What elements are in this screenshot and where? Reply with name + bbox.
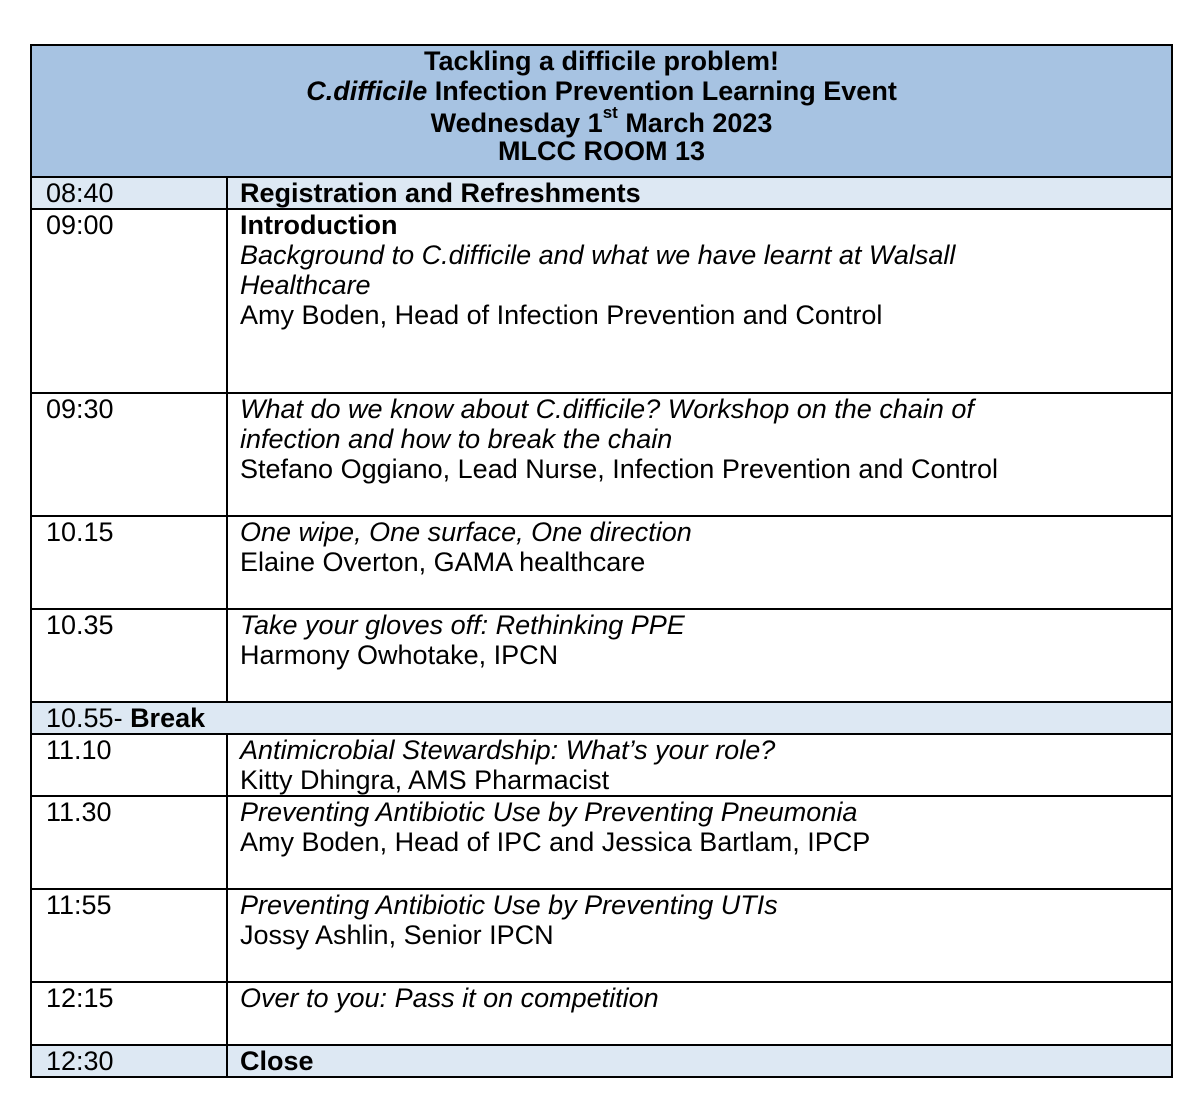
time-text: 12:30 <box>46 1046 114 1076</box>
event-title <box>32 76 1171 106</box>
session-cell <box>227 177 1172 209</box>
time-text: 08:40 <box>46 178 114 208</box>
event-header <box>31 45 1172 177</box>
session-speaker: Jossy Ashlin, Senior IPCN <box>240 920 554 950</box>
session-topic: Preventing Antibiotic Use by Preventing Pneumonia <box>240 797 858 827</box>
session-speaker: Elaine Overton, GAMA healthcare <box>240 547 646 577</box>
event-date-prefix: Wednesday 1 <box>430 108 603 138</box>
agenda-row <box>31 982 1172 1045</box>
session-cell <box>227 393 1172 516</box>
session-topic: Healthcare <box>240 270 371 300</box>
agenda-row <box>31 889 1172 982</box>
agenda-row <box>31 209 1172 393</box>
time-text: 10.55- <box>46 703 131 733</box>
event-date <box>32 103 1171 138</box>
agenda-row-break <box>31 702 1172 734</box>
time-text: 11.10 <box>46 735 112 765</box>
session-cell <box>227 982 1172 1045</box>
time-cell <box>31 1045 227 1077</box>
agenda-table <box>30 44 1173 1078</box>
session-title: Close <box>240 1046 314 1076</box>
time-text: 09:00 <box>46 210 114 240</box>
time-text: 11.30 <box>46 797 112 827</box>
event-title-rest: Infection Prevention Learning Event <box>427 76 897 106</box>
session-speaker: Stefano Oggiano, Lead Nurse, Infection Prevention and Control <box>240 454 998 484</box>
session-topic: Background to C.difficile and what we have learnt at Walsall <box>240 240 956 270</box>
session-cell <box>227 734 1172 796</box>
agenda-row <box>31 177 1172 209</box>
session-topic: Over to you: Pass it on competition <box>240 983 659 1013</box>
session-title: Registration and Refreshments <box>240 178 641 208</box>
agenda-row <box>31 516 1172 609</box>
session-title: Break <box>130 703 206 733</box>
session-topic: Antimicrobial Stewardship: What’s your role? <box>240 735 776 765</box>
time-cell <box>31 734 227 796</box>
event-tagline: Tackling a difficile problem! <box>423 46 780 76</box>
agenda-row <box>31 1045 1172 1077</box>
time-text: 12:15 <box>46 983 114 1013</box>
event-room: MLCC ROOM 13 <box>498 136 706 166</box>
session-speaker: Amy Boden, Head of IPC and Jessica Bartlam, IPCP <box>240 827 871 857</box>
time-text: 11:55 <box>46 890 112 920</box>
agenda-row <box>31 393 1172 516</box>
event-date-ordinal: st <box>602 103 618 122</box>
session-speaker: Harmony Owhotake, IPCN <box>240 640 559 670</box>
time-cell <box>31 516 227 609</box>
time-cell <box>31 209 227 393</box>
time-cell <box>31 889 227 982</box>
agenda-row <box>31 796 1172 889</box>
session-topic: One wipe, One surface, One direction <box>240 517 692 547</box>
time-cell <box>31 796 227 889</box>
session-cell <box>227 209 1172 393</box>
agenda-row <box>31 734 1172 796</box>
session-speaker: Amy Boden, Head of Infection Prevention and Control <box>240 300 883 330</box>
event-title-italic: C.difficile <box>306 76 428 106</box>
session-cell <box>227 609 1172 702</box>
session-cell <box>227 796 1172 889</box>
session-topic: Preventing Antibiotic Use by Preventing UTIs <box>240 890 778 920</box>
header-row <box>31 45 1172 177</box>
time-cell <box>31 393 227 516</box>
time-text: 10.35 <box>46 610 114 640</box>
session-title: Introduction <box>240 210 398 240</box>
session-cell <box>227 889 1172 982</box>
time-text: 09:30 <box>46 394 114 424</box>
session-topic: Take your gloves off: Rethinking PPE <box>240 610 685 640</box>
time-cell <box>31 609 227 702</box>
session-speaker: Kitty Dhingra, AMS Pharmacist <box>240 765 610 795</box>
session-cell <box>227 516 1172 609</box>
event-date-suffix: March 2023 <box>617 108 773 138</box>
session-topic: What do we know about C.difficile? Workshop on the chain of <box>240 394 974 424</box>
agenda-row <box>31 609 1172 702</box>
session-topic: infection and how to break the chain <box>240 424 673 454</box>
time-cell <box>31 177 227 209</box>
time-cell <box>31 982 227 1045</box>
session-cell <box>227 1045 1172 1077</box>
break-cell <box>31 702 1172 734</box>
time-text: 10.15 <box>46 517 114 547</box>
